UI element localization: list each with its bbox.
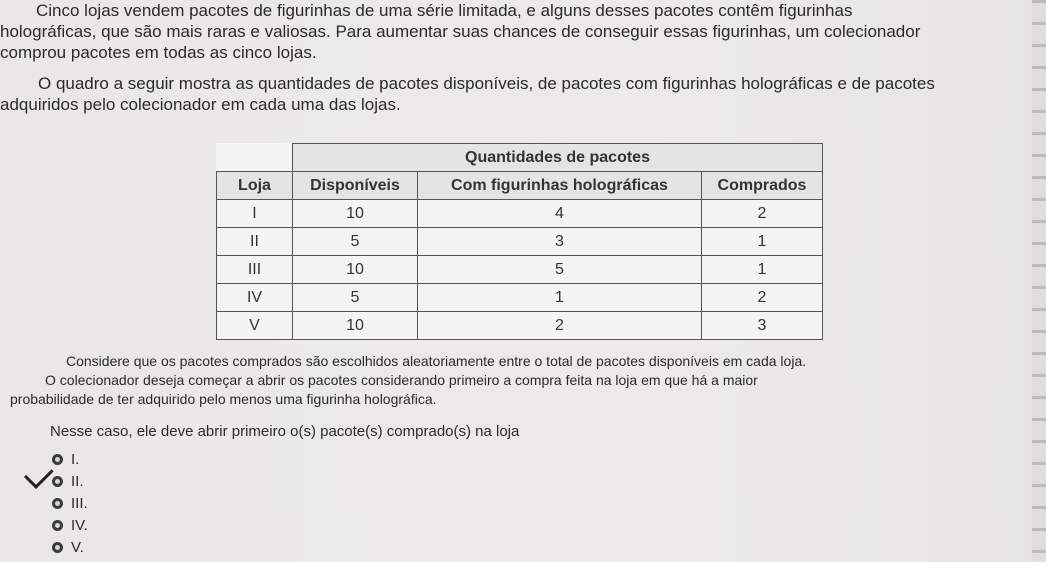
consider-line-2: O colecionador deseja começar a abrir os pacotes considerando primeiro a compra feita na loja em que há a maior (45, 372, 758, 388)
header-comprados: Comprados (702, 172, 823, 200)
answer-options (52, 448, 88, 558)
intro-line-2: holográficas, que são mais raras e valiosas. Para aumentar suas chances de conseguir essas figurinhas, um colecionador (0, 22, 921, 41)
option-d-text: IV. (71, 516, 88, 534)
checkmark-icon (24, 459, 54, 489)
cell-disponiveis: 10 (293, 312, 418, 340)
option-e[interactable] (52, 536, 88, 558)
consider-line-3: probabilidade de ter adquirido pelo menos uma figurinha holográfica. (10, 391, 437, 407)
option-b-text: II. (71, 472, 84, 490)
table-intro-line-2: adquiridos pelo colecionador em cada uma das lojas. (0, 95, 401, 114)
cell-holograficas: 4 (418, 200, 702, 228)
cell-comprados: 2 (702, 284, 823, 312)
cell-holograficas: 3 (418, 228, 702, 256)
table-row (217, 228, 823, 256)
cell-loja: IV (217, 284, 293, 312)
intro-paragraph (0, 0, 1020, 63)
table-row (217, 200, 823, 228)
cell-comprados: 3 (702, 312, 823, 340)
cell-disponiveis: 5 (293, 228, 418, 256)
question-text: Nesse caso, ele deve abrir primeiro o(s) pacote(s) comprado(s) na loja (50, 423, 520, 440)
consider-paragraph (0, 352, 1040, 409)
option-e-bullet-icon (52, 542, 63, 553)
table-row (217, 256, 823, 284)
option-b-bullet-icon (52, 476, 63, 487)
option-a-text: I. (71, 450, 80, 468)
option-c[interactable] (52, 492, 88, 514)
table-row (217, 312, 823, 340)
option-a-bullet-icon (52, 454, 63, 465)
cell-loja: I (217, 200, 293, 228)
table-intro-paragraph (0, 73, 1020, 115)
cell-disponiveis: 5 (293, 284, 418, 312)
table-group-header: Quantidades de pacotes (293, 144, 823, 172)
option-c-bullet-icon (52, 498, 63, 509)
option-d[interactable] (52, 514, 88, 536)
header-disponiveis: Disponíveis (293, 172, 418, 200)
packets-table (216, 143, 823, 340)
cell-disponiveis: 10 (293, 200, 418, 228)
cell-loja: V (217, 312, 293, 340)
option-c-text: III. (71, 494, 88, 512)
cell-holograficas: 5 (418, 256, 702, 284)
option-a[interactable] (52, 448, 88, 470)
cell-loja: II (217, 228, 293, 256)
cell-comprados: 2 (702, 200, 823, 228)
cell-comprados: 1 (702, 228, 823, 256)
table-row (217, 284, 823, 312)
intro-line-3: comprou pacotes em todas as cinco lojas. (0, 43, 317, 62)
cell-holograficas: 1 (418, 284, 702, 312)
cell-disponiveis: 10 (293, 256, 418, 284)
header-holograficas: Com figurinhas holográficas (418, 172, 702, 200)
option-e-text: V. (71, 538, 84, 556)
cell-holograficas: 2 (418, 312, 702, 340)
consider-line-1: Considere que os pacotes comprados são escolhidos aleatoriamente entre o total de pacotes disponíveis em cada loja. (66, 353, 807, 369)
page-edge-shadow (1032, 0, 1046, 562)
header-loja: Loja (217, 172, 293, 200)
intro-line-1: Cinco lojas vendem pacotes de figurinhas de uma série limitada, e alguns desses pacotes contêm figurinhas (36, 1, 853, 20)
table-intro-line-1: O quadro a seguir mostra as quantidades de pacotes disponíveis, de pacotes com figurinhas holográficas e de pacotes (38, 74, 935, 93)
option-d-bullet-icon (52, 520, 63, 531)
cell-loja: III (217, 256, 293, 284)
option-b[interactable] (52, 470, 88, 492)
cell-comprados: 1 (702, 256, 823, 284)
